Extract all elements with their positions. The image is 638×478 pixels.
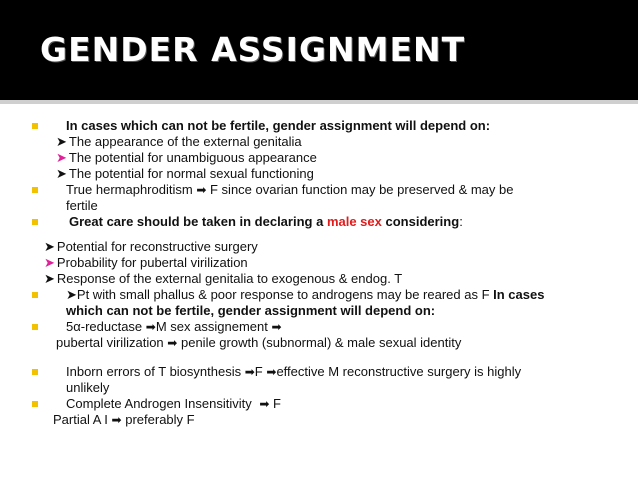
- title-bar: [0, 0, 638, 100]
- bullet-text: preferably F: [125, 412, 195, 427]
- square-bullet-icon: [32, 123, 38, 129]
- bullet-text: fertile: [66, 198, 98, 213]
- bullet-text: Great care should be taken in declaring a: [69, 214, 324, 229]
- sub-item-text: The potential for unambiguous appearance: [68, 150, 317, 165]
- sub-item-unambiguous: [56, 150, 317, 166]
- bullet-item-2-cont: [66, 198, 98, 214]
- arrowhead-icon: ➤: [44, 255, 55, 270]
- bullet-item-1: [32, 118, 490, 134]
- bullet-item-6: [32, 364, 521, 380]
- bullet-text: In cases which can not be fertile, gender assignment will depend on:: [66, 118, 491, 133]
- slide-title: GENDER ASSIGNMENT: [40, 30, 466, 69]
- bullet-text: M sex assignement: [155, 319, 268, 334]
- arrowhead-icon: ➤: [56, 150, 67, 165]
- bullet-text: Partial A I: [53, 412, 108, 427]
- right-arrow-icon: ➡: [259, 397, 270, 411]
- arrowhead-icon: ➤: [44, 271, 55, 286]
- right-arrow-icon: ➡: [271, 320, 282, 334]
- bullet-text: pubertal virilization: [56, 335, 164, 350]
- sub-item-text: The potential for normal sexual functioning: [68, 166, 314, 181]
- square-bullet-icon: [32, 219, 38, 225]
- bullet-text: In cases: [493, 287, 545, 302]
- bullet-item-2: [32, 182, 513, 198]
- square-bullet-icon: [32, 401, 38, 407]
- sub-item-text: The appearance of the external genitalia: [68, 134, 302, 149]
- arrowhead-icon: ➤: [56, 134, 67, 149]
- bullet-text: 5α-reductase: [66, 319, 143, 334]
- title-underline: [0, 100, 638, 104]
- sub-item-text: Response of the external genitalia to exogenous & endog. T: [56, 271, 403, 286]
- square-bullet-icon: [32, 369, 38, 375]
- sub-item-sexual-functioning: [56, 166, 314, 182]
- bullet-item-4: [32, 287, 544, 303]
- square-bullet-icon: [32, 324, 38, 330]
- sub-item-text: Potential for reconstructive surgery: [56, 239, 258, 254]
- bullet-text: F since ovarian function may be preserved & may be: [210, 182, 514, 197]
- right-arrow-icon: ➡: [266, 365, 277, 379]
- square-bullet-icon: [32, 187, 38, 193]
- sub-item-reconstructive: [44, 239, 258, 255]
- bullet-item-6-cont: [66, 380, 109, 396]
- bullet-text: Pt with small phallus & poor response to androgens may be reared as F: [76, 287, 490, 302]
- highlight-text: male sex: [326, 214, 382, 229]
- bullet-item-4-cont: [66, 303, 435, 319]
- sub-item-text: Probability for pubertal virilization: [56, 255, 248, 270]
- right-arrow-icon: ➡: [111, 413, 122, 427]
- sub-item-appearance: [56, 134, 302, 150]
- square-bullet-icon: [32, 292, 38, 298]
- bullet-text: :: [459, 214, 463, 229]
- bullet-text: F: [254, 364, 263, 379]
- bullet-text: Complete Androgen Insensitivity: [66, 396, 252, 411]
- bullet-text: Inborn errors of T biosynthesis: [66, 364, 242, 379]
- sub-item-response: [44, 271, 402, 287]
- arrowhead-icon: ➤: [44, 239, 55, 254]
- bullet-text: True hermaphroditism: [66, 182, 193, 197]
- bullet-item-7: [32, 396, 281, 412]
- sub-item-virilization: [44, 255, 248, 271]
- bullet-item-5-cont: [56, 335, 461, 351]
- right-arrow-icon: ➡: [145, 320, 156, 334]
- bullet-text: F: [273, 396, 281, 411]
- bullet-item-7-cont: [53, 412, 195, 428]
- bullet-text: considering: [385, 214, 460, 229]
- bullet-item-5: [32, 319, 282, 335]
- arrowhead-icon: ➤: [66, 287, 77, 302]
- bullet-text: which can not be fertile, gender assignment will depend on:: [66, 303, 436, 318]
- bullet-text: penile growth (subnormal) & male sexual identity: [180, 335, 462, 350]
- right-arrow-icon: ➡: [244, 365, 255, 379]
- bullet-item-3: [32, 214, 463, 230]
- right-arrow-icon: ➡: [196, 183, 207, 197]
- arrowhead-icon: ➤: [56, 166, 67, 181]
- bullet-text: unlikely: [66, 380, 110, 395]
- right-arrow-icon: ➡: [167, 336, 178, 350]
- bullet-text: effective M reconstructive surgery is highly: [276, 364, 522, 379]
